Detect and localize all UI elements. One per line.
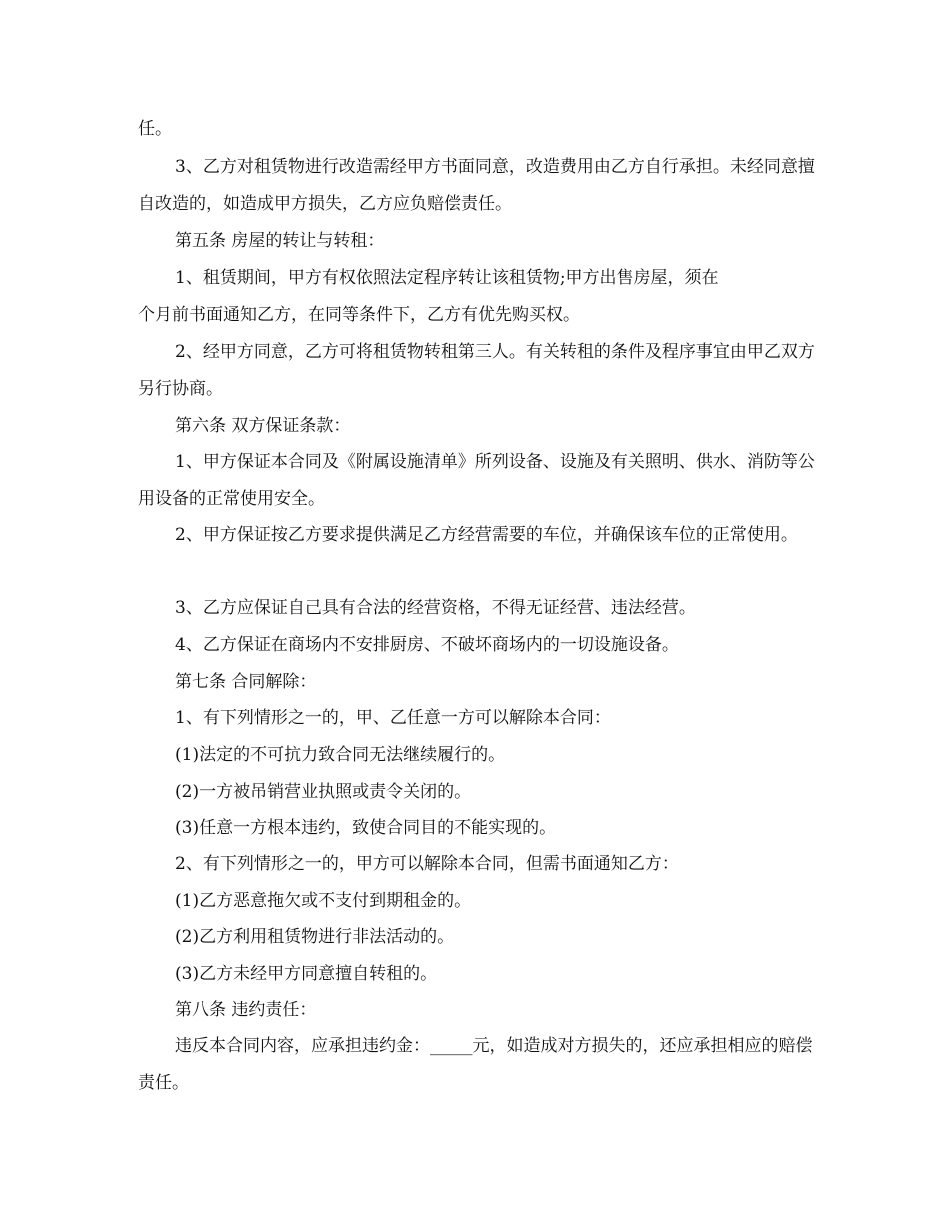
paragraph-7-1-item-1: (1)法定的不可抗力致合同无法继续履行的。 [175,745,506,765]
article-5-heading: 第五条 房屋的转让与转租： [175,231,385,251]
article-6-heading: 第六条 双方保证条款： [175,416,351,436]
paragraph-6-4: 4、乙方保证在商场内不安排厨房、不破坏商场内的一切设施设备。 [175,635,679,655]
paragraph-7-2-item-2: (2)乙方利用租赁物进行非法活动的。 [175,927,455,947]
article-7-heading: 第七条 合同解除： [175,672,317,692]
paragraph-6-3: 3、乙方应保证自己具有合法的经营资格，不得无证经营、违法经营。 [175,598,696,618]
paragraph-6-2: 2、甲方保证按乙方要求提供满足乙方经营需要的车位，并确保该车位的正常使用。 [175,525,798,545]
paragraph-5-2: 2、经甲方同意，乙方可将租赁物转租第三人。有关转租的条件及程序事宜由甲乙双方另行协商。 [138,342,815,399]
paragraph-6-1: 1、甲方保证本合同及《附属设施清单》所列设备、设施及有关照明、供水、消防等公用设备的正常使用安全。 [138,452,815,509]
paragraph-5-1-line-1: 1、租赁期间，甲方有权依照法定程序转让该租赁物;甲方出售房屋，须在 [175,268,719,288]
paragraph-clause-3-renovation: 3、乙方对租赁物进行改造需经甲方书面同意，改造费用由乙方自行承担。未经同意擅自改造的，如造成甲方损失，乙方应负赔偿责任。 [138,157,815,214]
paragraph-5-1-line-2: 个月前书面通知乙方，在同等条件下，乙方有优先购买权。 [138,305,580,325]
paragraph-7-1: 1、有下列情形之一的，甲、乙任意一方可以解除本合同： [175,708,611,728]
paragraph-8-1: 违反本合同内容，应承担违约金：_____元，如造成对方损失的，还应承担相应的赔偿责任。 [138,1036,813,1093]
paragraph-continuation: 任。 [138,119,172,139]
paragraph-7-1-item-3: (3)任意一方根本违约，致使合同目的不能实现的。 [175,818,557,838]
paragraph-7-2: 2、有下列情形之一的，甲方可以解除本合同，但需书面通知乙方： [175,854,679,874]
article-8-heading: 第八条 违约责任： [175,1000,317,1020]
paragraph-7-1-item-2: (2)一方被吊销营业执照或责令关闭的。 [175,782,472,802]
paragraph-7-2-item-3: (3)乙方未经甲方同意擅自转租的。 [175,964,438,984]
paragraph-7-2-item-1: (1)乙方恶意拖欠或不支付到期租金的。 [175,891,472,911]
